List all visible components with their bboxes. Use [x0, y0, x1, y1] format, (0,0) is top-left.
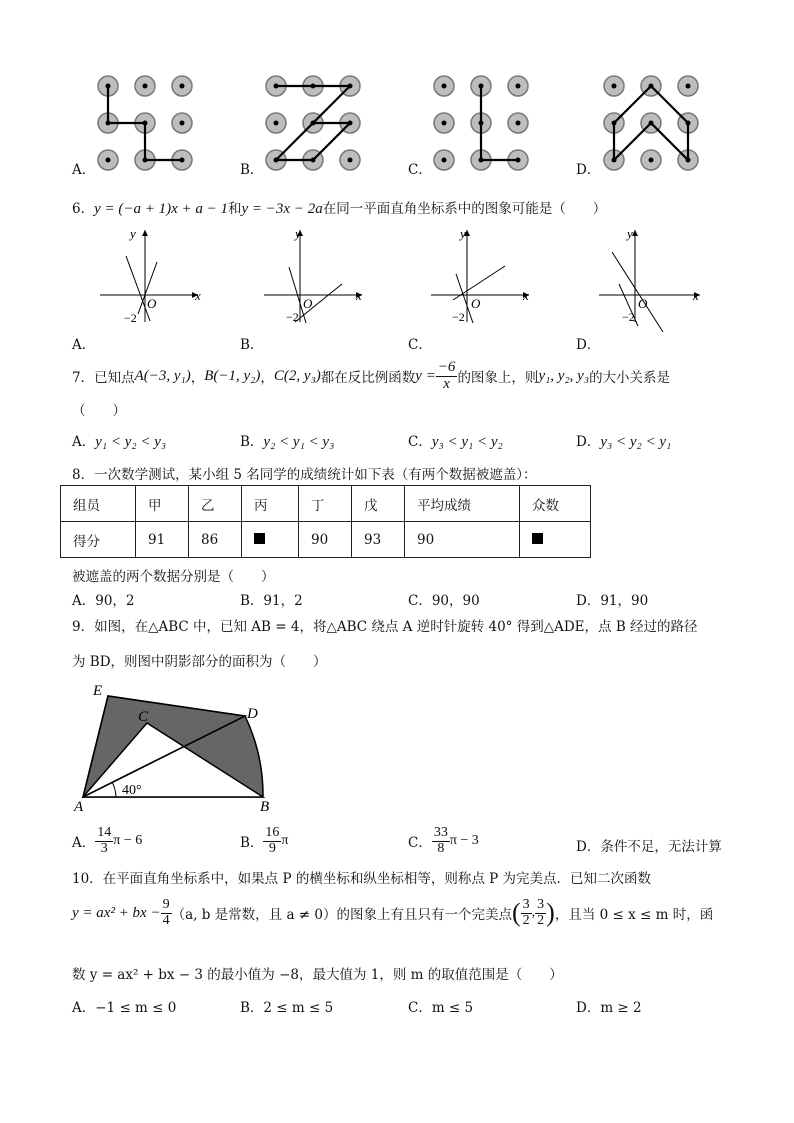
covered-value-icon	[254, 533, 265, 544]
q9-option-a[interactable]: A． $\frac{14}{3}$ π − 6	[72, 825, 143, 856]
q10-option-b[interactable]: B．2 ≤ m ≤ 5	[240, 1000, 334, 1016]
q10-stem-line3: 数 y = ax² + bx − 3 的最小值为 −8，最大值为 1，则 m 的取值范围是（ ）	[72, 967, 563, 983]
q7-option-a[interactable]: A．y₁ < y₂ < y₃	[72, 434, 167, 450]
q10-stem-line2: y = ax² + bx − $\frac{9}{4}$ （a, b 是常数，且 a ≠ 0）的图象上有且只有一个完美点 ( $\frac{3}{2}$ , $\frac{3}{2}$ ) ，且当 0 ≤ x ≤ m 时，函	[72, 897, 714, 928]
q5-grid-c	[434, 76, 528, 170]
q6-eq1: y = (−a + 1)x + a − 1	[94, 201, 229, 217]
q6-a-tick: −2	[124, 311, 137, 325]
q6-option-b[interactable]: B．	[240, 337, 264, 353]
q7-answer-paren: （ ）	[72, 403, 126, 419]
q9-option-c[interactable]: C． $\frac{33}{8}$ π − 3	[408, 825, 479, 856]
q6-graph-d	[599, 230, 700, 332]
q5-option-b[interactable]: B．	[240, 162, 264, 178]
q9-label-a: A	[74, 799, 84, 815]
q10-option-d[interactable]: D．m ≥ 2	[576, 1000, 642, 1016]
q6-d-x: x	[693, 288, 699, 303]
q5-grid-b	[266, 76, 360, 170]
q6-graph-b	[264, 230, 362, 323]
q6-c-x: x	[523, 288, 529, 303]
table-row: 组员 甲 乙 丙 丁 戊 平均成绩 众数	[61, 486, 591, 522]
q6-d-y: y	[627, 226, 633, 241]
q8-score-table	[60, 485, 591, 558]
table-row: 得分 91 86 90 93 90	[61, 522, 591, 558]
q9-option-d[interactable]: D．条件不足，无法计算	[576, 839, 722, 855]
q10-option-c[interactable]: C．m ≤ 5	[408, 1000, 474, 1016]
q5-option-a[interactable]: A．	[72, 162, 96, 178]
q9-figure	[70, 678, 290, 818]
q10-stem-line1: 10．在平面直角坐标系中，如果点 P 的横坐标和纵坐标相等，则称点 P 为完美点．已知二次函数	[72, 871, 652, 887]
q8-option-b[interactable]: B．91，2	[240, 593, 303, 609]
q6-eq2: y = −3x − 2a	[241, 201, 323, 217]
q6-d-tick: −2	[622, 310, 635, 324]
q8-option-d[interactable]: D．91，90	[576, 593, 649, 609]
q8-stem: 8．一次数学测试，某小组 5 名同学的成绩统计如下表（有两个数据被遮盖）：	[72, 467, 537, 483]
q6-b-x: x	[356, 288, 362, 303]
q6-option-d[interactable]: D．	[576, 337, 601, 353]
q6-c-tick: −2	[452, 310, 465, 324]
q7-fraction: $\frac{-6}{x}$	[437, 359, 456, 392]
q9-label-e: E	[93, 683, 103, 699]
q6-b-o: O	[303, 296, 313, 311]
q5-option-c[interactable]: C．	[408, 162, 432, 178]
q7-option-c[interactable]: C．y₃ < y₁ < y₂	[408, 434, 503, 450]
q7-option-b[interactable]: B．y₂ < y₁ < y₃	[240, 434, 335, 450]
q9-angle-label: 40°	[122, 783, 142, 798]
q5-grid-a	[98, 76, 192, 170]
q8-option-a[interactable]: A．90，2	[72, 593, 135, 609]
q5-figures	[0, 60, 794, 180]
q6-a-o: O	[147, 296, 157, 311]
q9-label-c: C	[138, 709, 149, 725]
q7-stem: 7．已知点 A(−3, y₁) ， B(−1, y₂) ， C(2, y₃) 都在反比例函数 y = $\frac{-6}{x}$ 的图象上，则 y₁, y₂, y₃ 的大小关系是	[72, 359, 671, 392]
q8-option-c[interactable]: C．90，90	[408, 593, 480, 609]
q9-label-b: B	[260, 799, 270, 815]
q7-option-d[interactable]: D．y₃ < y₂ < y₁	[576, 434, 672, 450]
q9-stem-line1: 9．如图，在△ABC 中，已知 AB = 4，将△ABC 绕点 A 逆时针旋转 40° 得到△ADE，点 B 经过的路径	[72, 619, 698, 635]
q6-a-x: x	[195, 288, 201, 303]
q9-stem-line2: 为 BD，则图中阴影部分的面积为（ ）	[72, 654, 327, 670]
q5-option-d[interactable]: D．	[576, 162, 601, 178]
q6-b-y: y	[295, 226, 301, 241]
q10-option-a[interactable]: A．−1 ≤ m ≤ 0	[72, 1000, 177, 1016]
q6-a-y: y	[130, 226, 136, 241]
q6-option-c[interactable]: C．	[408, 337, 432, 353]
q9-label-d: D	[247, 706, 258, 722]
q6-c-y: y	[460, 226, 466, 241]
q8-followup: 被遮盖的两个数据分别是（ ）	[72, 569, 275, 585]
q9-option-b[interactable]: B． $\frac{16}{9}$ π	[240, 825, 289, 856]
q6-d-o: O	[638, 296, 648, 311]
q6-c-o: O	[471, 296, 481, 311]
q5-grid-d	[604, 76, 698, 170]
q6-option-a[interactable]: A．	[72, 337, 96, 353]
covered-value-icon	[532, 533, 543, 544]
q6-b-tick: −2	[286, 310, 299, 324]
q6-graphs	[90, 222, 730, 332]
q6-stem: 6．y = (−a + 1)x + a − 1和y = −3x − 2a在同一平面直角坐标系中的图象可能是（ ）	[72, 201, 607, 217]
